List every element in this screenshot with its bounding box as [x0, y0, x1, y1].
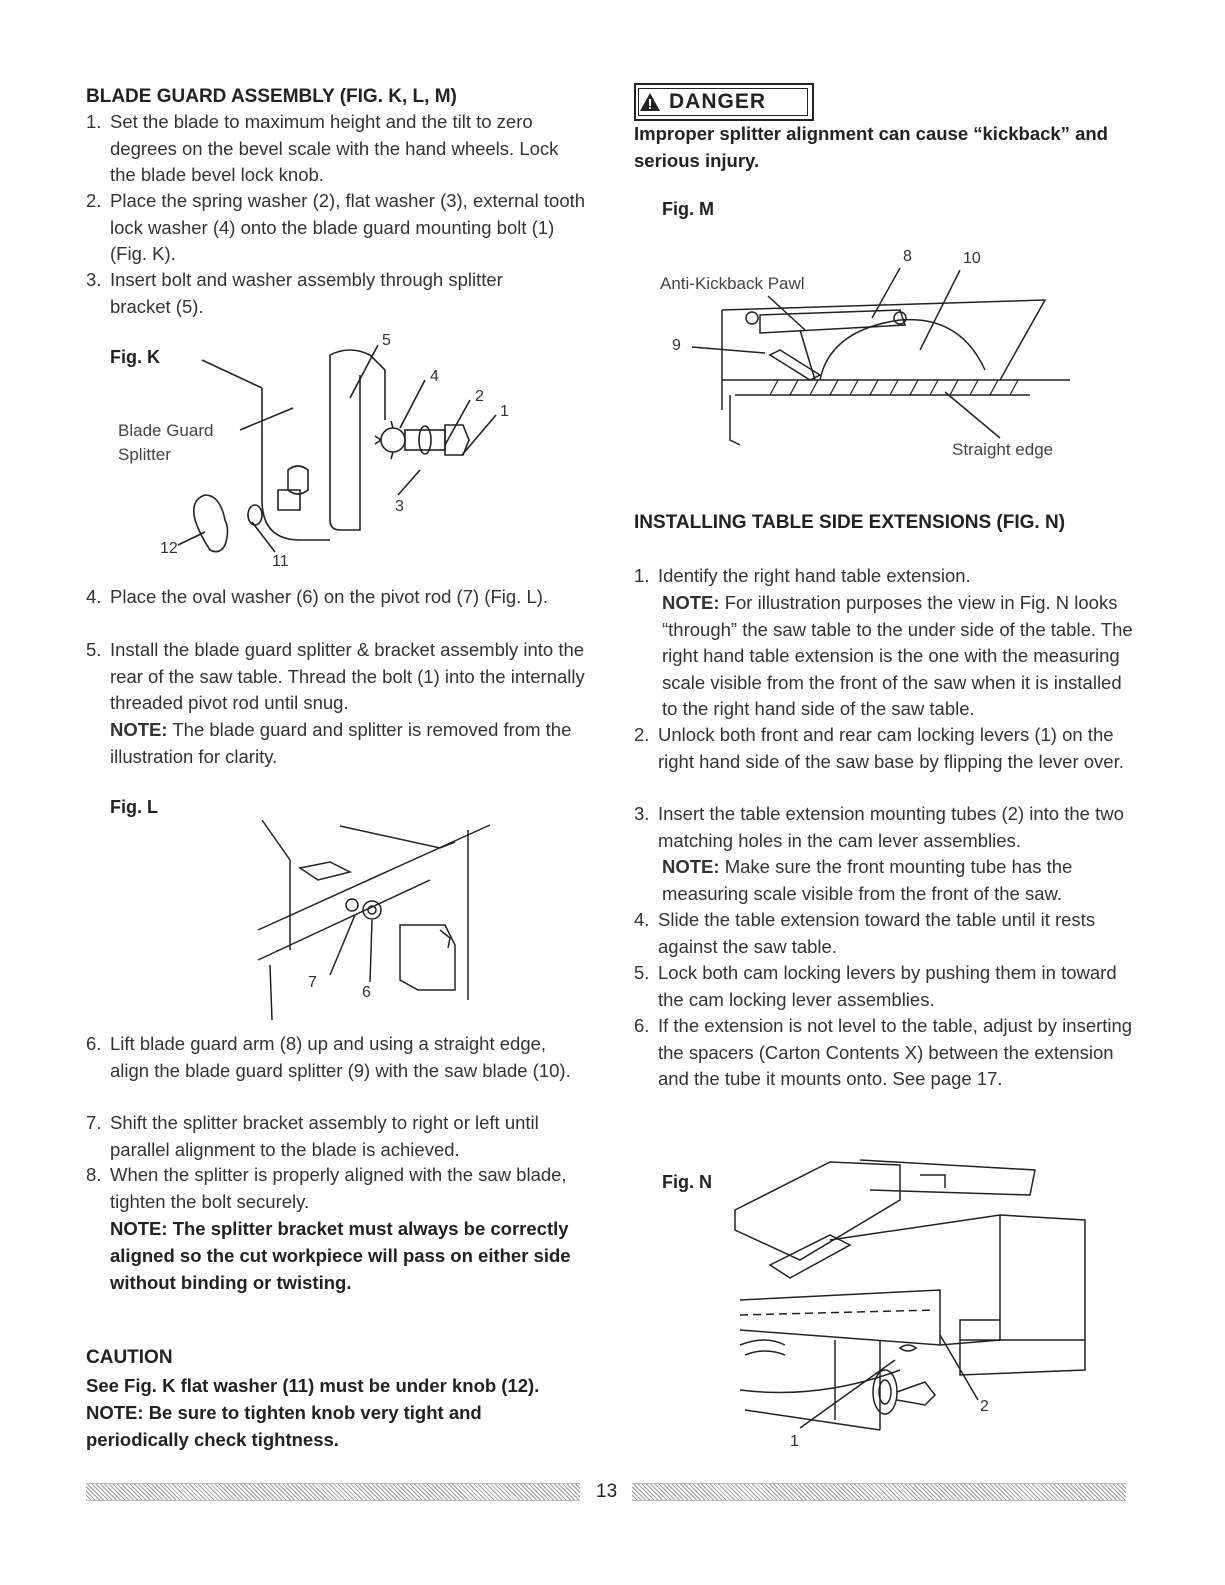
figure-label-k: Fig. K [110, 347, 160, 367]
figure-label-n: Fig. N [662, 1172, 712, 1192]
list-item: 3. Insert bolt and washer assembly through splitter bracket (5). [86, 269, 503, 317]
list-item: 5. Install the blade guard splitter & bracket assembly into the rear of the saw table. Thread the bolt (1) into the internally threaded pivot rod until snug. [86, 639, 585, 713]
list-item: 7. Shift the splitter bracket assembly to right or left until parallel alignment to the blade is achieved. [86, 1112, 539, 1160]
callout-number: 11 [272, 553, 289, 570]
callout-number: 1 [500, 403, 509, 420]
callout-number: 10 [963, 250, 981, 267]
callout-number: 2 [475, 388, 484, 405]
list-item: 6. Lift blade guard arm (8) up and using a straight edge, align the blade guard splitter (9) with the saw blade (10). [86, 1033, 571, 1081]
callout-number: 8 [903, 248, 912, 265]
list-item: 1. Identify the right hand table extension. [634, 565, 971, 586]
callout-number: 12 [160, 540, 178, 557]
caution-text: See Fig. K flat washer (11) must be under knob (12). NOTE: Be sure to tighten knob very tight and periodically check tightness. [86, 1375, 540, 1450]
caution-title: CAUTION [86, 1347, 173, 1368]
callout-number: 9 [672, 337, 681, 354]
callout-anti-kickback-pawl: Anti-Kickback Pawl [660, 274, 805, 293]
callout-number: 7 [308, 974, 317, 991]
callout-number: 4 [430, 368, 439, 385]
list-item: 2. Place the spring washer (2), flat washer (3), external tooth lock washer (4) onto the blade guard mounting bolt (1) (Fig. K). [86, 190, 586, 264]
danger-badge: DANGER [634, 83, 814, 121]
footer-rule-left [86, 1483, 580, 1501]
callout-number: 3 [395, 498, 404, 515]
callout-number: 1 [790, 1433, 799, 1450]
figure-label-m: Fig. M [662, 199, 714, 219]
note-view-through: NOTE: For illustration purposes the view in Fig. N looks “through” the saw table to the under side of the table. The right hand table extension is the one with the measuring scale visible from the front of the saw when it is installed to the right hand side of the saw table. [662, 592, 1133, 719]
list-item: 8. When the splitter is properly aligned with the saw blade, tighten the bolt securely. [86, 1164, 567, 1212]
list-item: 6. If the extension is not level to the table, adjust by inserting the spacers (Carton Contents X) between the extension and the tube it mounts onto. See page 17. [634, 1015, 1133, 1089]
list-item: 4. Slide the table extension toward the table until it rests against the saw table. [634, 909, 1096, 957]
callout-blade-guard-splitter: Blade Guard Splitter [118, 421, 214, 464]
callout-number: 6 [362, 984, 371, 1001]
note-splitter-alignment: NOTE: The splitter bracket must always be correctly aligned so the cut workpiece will pass on either side without binding or twisting. [110, 1218, 571, 1293]
note-splitter-removed: NOTE: The blade guard and splitter is removed from the illustration for clarity. [110, 719, 572, 767]
list-item: 1. Set the blade to maximum height and the tilt to zero degrees on the bevel scale with the hand wheels. Lock the blade bevel lock knob. [86, 111, 559, 185]
note-front-tube: NOTE: Make sure the front mounting tube has the measuring scale visible from the front of the saw. [662, 856, 1073, 904]
callout-number: 5 [382, 332, 391, 349]
footer-rule-right [632, 1483, 1126, 1501]
list-item: 3. Insert the table extension mounting tubes (2) into the two matching holes in the cam lever assemblies. [634, 803, 1124, 851]
list-item: 4. Place the oval washer (6) on the pivot rod (7) (Fig. L). [86, 586, 549, 607]
section-heading-blade-guard: BLADE GUARD ASSEMBLY (FIG. K, L, M) [86, 86, 457, 107]
figure-label-l: Fig. L [110, 797, 158, 817]
callout-number: 2 [980, 1398, 989, 1415]
list-item: 2. Unlock both front and rear cam locking levers (1) on the right hand side of the saw base by flipping the lever over. [634, 724, 1124, 772]
danger-text: Improper splitter alignment can cause “kickback” and serious injury. [634, 123, 1108, 171]
section-heading-table-extensions: INSTALLING TABLE SIDE EXTENSIONS (FIG. N) [634, 512, 1066, 533]
page-number: 13 [596, 1481, 618, 1502]
list-item: 5. Lock both cam locking levers by pushing them in toward the cam locking lever assemblies. [634, 962, 1117, 1010]
callout-straight-edge: Straight edge [952, 440, 1054, 459]
